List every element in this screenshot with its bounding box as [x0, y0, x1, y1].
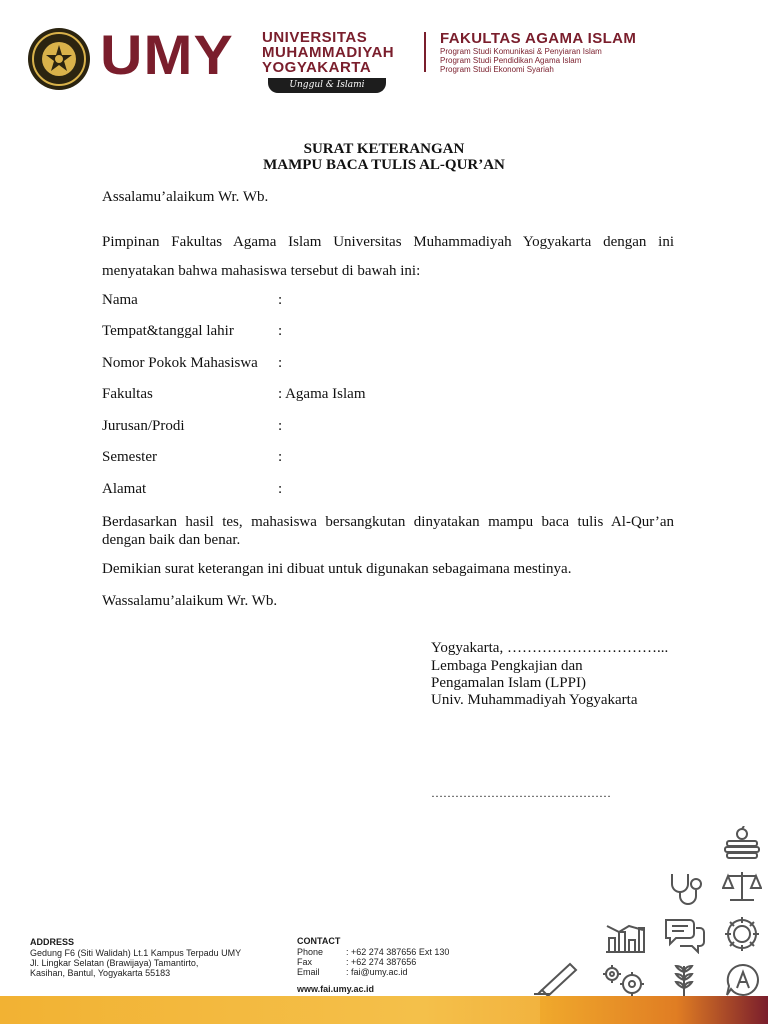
footer-address-line-2: Jl. Lingkar Selatan (Brawijaya) Tamantirto, — [30, 958, 199, 968]
footer-address-line-3: Kasihan, Bantul, Yogyakarta 55183 — [30, 968, 171, 978]
pen-icon — [532, 960, 580, 996]
field-value-alamat: : — [278, 481, 283, 497]
footer-contact-heading: CONTACT — [297, 936, 341, 946]
field-value-semester: : — [278, 449, 283, 465]
field-label-nama: Nama — [102, 292, 138, 308]
footer-address-line-1: Gedung F6 (Siti Walidah) Lt.1 Kampus Terpadu UMY — [30, 948, 242, 958]
faculty-name: FAKULTAS AGAMA ISLAM — [440, 30, 637, 47]
field-label-nim: Nomor Pokok Mahasiswa — [102, 355, 258, 371]
gears-icon — [600, 962, 648, 998]
intro-paragraph: Pimpinan Fakultas Agama Islam Universitas Muhammadiyah Yogyakarta dengan ini menyatakan bahwa mahasiswa tersebut di bawah ini: — [102, 234, 674, 279]
signature-line-3: Univ. Muhammadiyah Yogyakarta — [431, 692, 638, 708]
signature-city-date: Yogyakarta, …………………………... — [431, 640, 669, 656]
signature-dotted-line: ……………………………………… — [431, 786, 611, 800]
footer-email-label: Email — [297, 967, 320, 977]
signature-line-2: Pengamalan Islam (LPPI) — [431, 675, 586, 691]
field-value-jurusan: : — [278, 418, 283, 434]
university-name-line-1: UNIVERSITAS — [262, 29, 368, 46]
field-label-fakultas: Fakultas — [102, 386, 153, 402]
field-label-jurusan: Jurusan/Prodi — [102, 418, 185, 434]
books-apple-icon — [722, 826, 762, 860]
program-line-3: Program Studi Ekonomi Syariah — [440, 65, 554, 74]
gear-icon — [722, 914, 762, 954]
footer-color-bar-accent — [540, 996, 768, 1024]
closing-note: Demikian surat keterangan ini dibuat untuk digunakan sebagaimana mestinya. — [102, 561, 572, 577]
motto-badge: Unggul & Islami — [268, 78, 386, 93]
footer-phone-label: Phone — [297, 947, 324, 957]
bar-chart-icon — [603, 918, 647, 954]
letter-a-icon — [724, 962, 762, 998]
scales-icon — [722, 868, 762, 906]
umy-logo-text: UMY — [100, 23, 234, 86]
stethoscope-icon — [666, 870, 706, 906]
university-name-line-3: YOGYAKARTA — [262, 59, 372, 76]
chat-bubbles-icon — [662, 916, 706, 954]
footer-fax-label: Fax — [297, 957, 313, 967]
wheat-icon — [668, 962, 700, 998]
footer-phone-value[interactable]: : +62 274 387656 Ext 130 — [346, 947, 450, 957]
field-label-tempat-tanggal-lahir: Tempat&tanggal lahir — [102, 323, 234, 339]
farewell: Wassalamu’alaikum Wr. Wb. — [102, 593, 278, 609]
footer-website-link[interactable]: www.fai.umy.ac.id — [297, 984, 375, 994]
header-divider — [424, 32, 426, 72]
footer-fax-value: : +62 274 387656 — [346, 957, 417, 967]
program-line-1: Program Studi Komunikasi & Penyiaran Islam — [440, 47, 602, 56]
field-value-nama: : — [278, 292, 283, 308]
footer-address-heading: ADDRESS — [30, 937, 75, 947]
signature-line-1: Lembaga Pengkajian dan — [431, 658, 583, 674]
letter-subtitle: MAMPU BACA TULIS AL-QUR’AN — [263, 157, 505, 173]
university-name-line-2: MUHAMMADIYAH — [262, 44, 395, 61]
footer-email-link[interactable]: : fai@umy.ac.id — [346, 967, 408, 977]
field-value-tempat-tanggal-lahir: : — [278, 323, 283, 339]
letter-title: SURAT KETERANGAN — [303, 141, 465, 157]
program-line-2: Program Studi Pendidikan Agama Islam — [440, 56, 582, 65]
university-seal-logo — [27, 27, 91, 91]
greeting: Assalamu’alaikum Wr. Wb. — [102, 189, 269, 205]
field-label-alamat: Alamat — [102, 481, 147, 497]
field-value-nim: : — [278, 355, 283, 371]
result-paragraph: Berdasarkan hasil tes, mahasiswa bersangkutan dinyatakan mampu baca tulis Al-Qur’an dengan baik dan benar. — [102, 514, 674, 548]
field-label-semester: Semester — [102, 449, 157, 465]
field-value-fakultas: : Agama Islam — [278, 386, 366, 402]
